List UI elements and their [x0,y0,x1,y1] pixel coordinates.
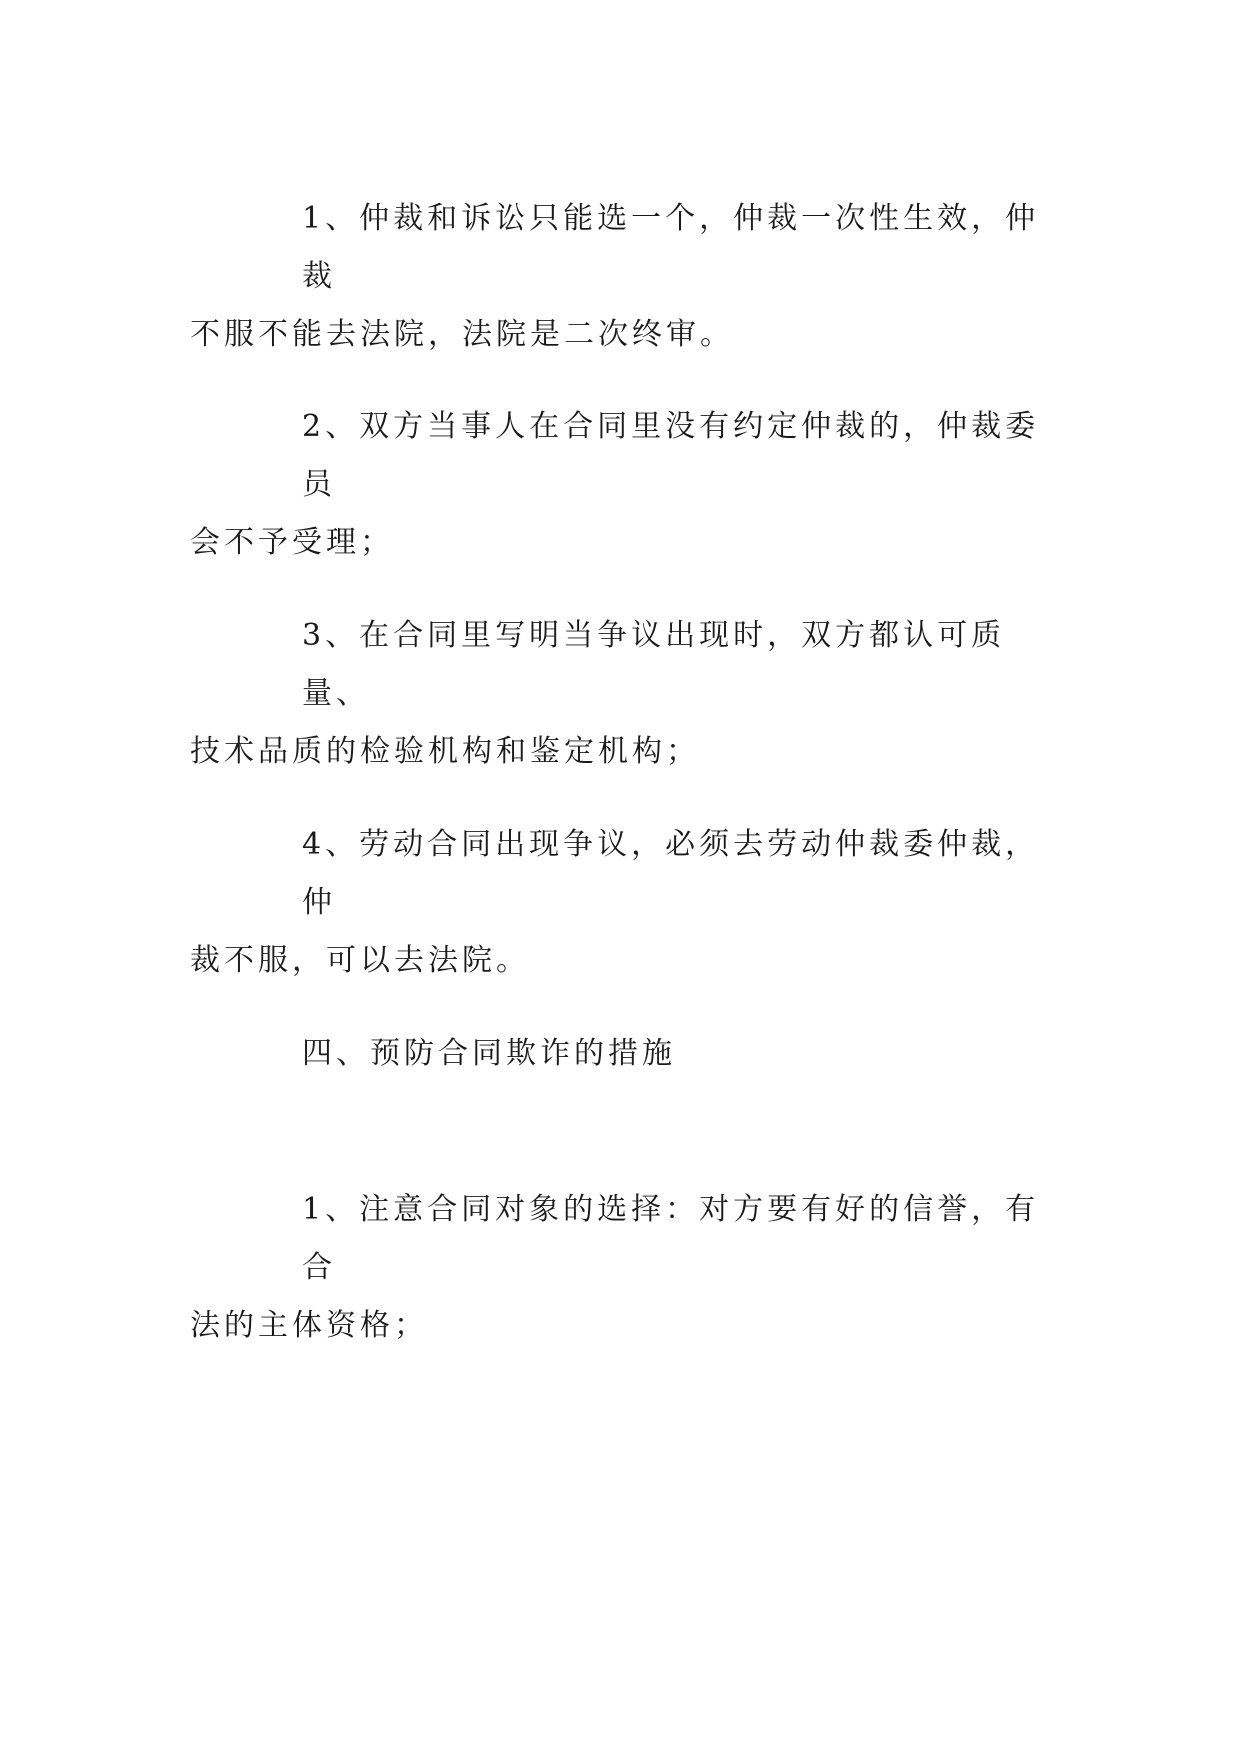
paragraph-no-arbitration-agreement [190,398,1060,572]
paragraph-arbitration-litigation [190,190,1060,364]
paragraph-line: 3、在合同里写明当争议出现时，双方都认可质量、 [302,618,1006,711]
paragraph-line: 技术品质的检验机构和鉴定机构； [190,734,700,769]
paragraph-choose-contract-party [190,1181,1060,1355]
paragraph-labor-contract [190,816,1060,990]
paragraph-line: 裁不服，可以去法院。 [190,943,530,978]
paragraph-line: 会不予受理； [190,525,394,560]
section-heading-line: 四、预防合同欺诈的措施 [302,1036,676,1071]
paragraph-line: 1、注意合同对象的选择：对方要有好的信誉，有合 [302,1192,1040,1285]
paragraph-line: 不服不能去法院，法院是二次终审。 [190,317,734,352]
paragraph-line: 法的主体资格； [190,1308,428,1343]
paragraph-line: 4、劳动合同出现争议，必须去劳动仲裁委仲裁，仲 [302,827,1040,920]
section-heading-fraud-prevention [190,1025,1060,1083]
paragraph-line: 2、双方当事人在合同里没有约定仲裁的，仲裁委员 [302,409,1040,502]
paragraph-inspection-institutions [190,607,1060,781]
paragraph-line: 1、仲裁和诉讼只能选一个，仲裁一次性生效，仲裁 [302,201,1040,294]
